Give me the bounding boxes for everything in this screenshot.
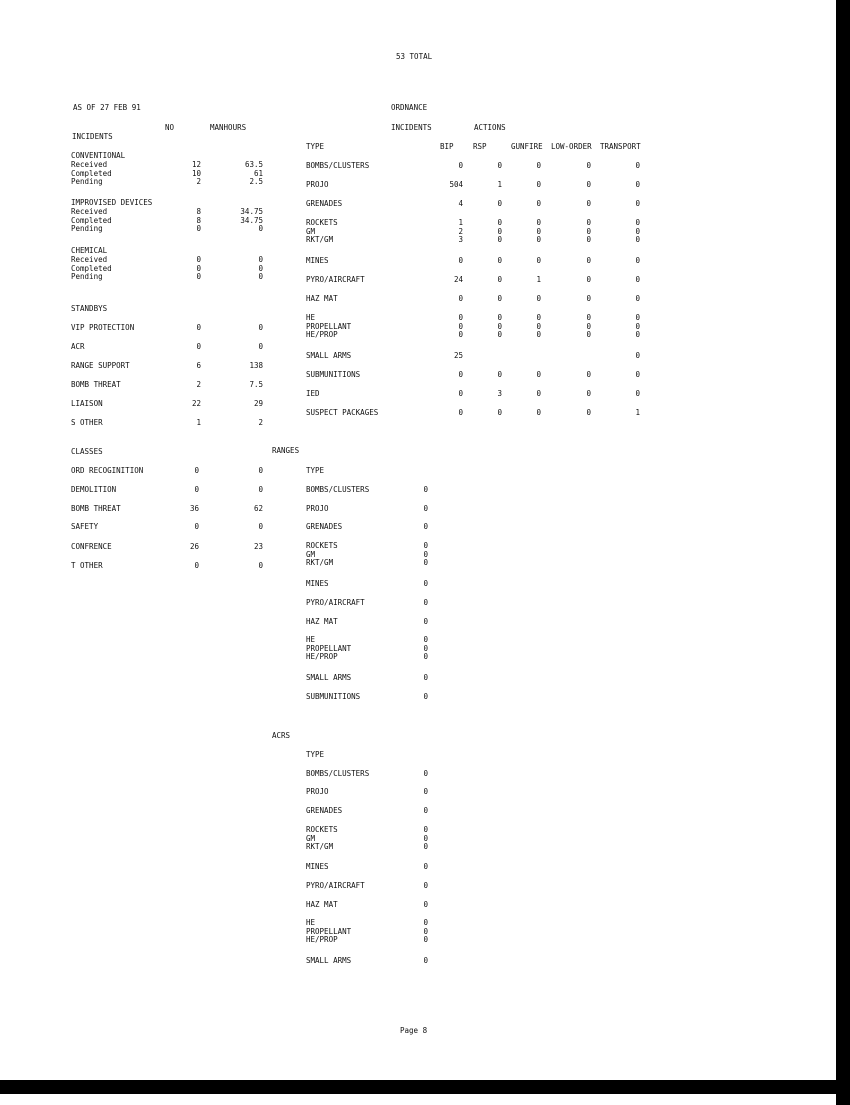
incident-row-label: Pending (71, 272, 103, 282)
ordnance-cell: 0 (586, 408, 591, 417)
ordnance-cell: 0 (497, 370, 502, 379)
acr-row-value: 0 (423, 935, 428, 944)
ordnance-cell: 0 (635, 351, 640, 360)
range-row-value: 0 (423, 541, 428, 550)
incident-row-manhours: 0 (258, 263, 263, 273)
ordnance-cell: 0 (497, 226, 502, 236)
acrs-title: ACRS (272, 731, 291, 740)
ordnance-cell: 0 (635, 218, 640, 227)
ordnance-row-label: MINES (306, 256, 329, 265)
acr-row-value: 0 (423, 900, 428, 909)
ordnance-cell: 0 (497, 199, 502, 208)
acr-row-label: MINES (306, 862, 329, 871)
class-label: ORD RECOGINITION (71, 466, 144, 475)
ordnance-cell: 0 (497, 330, 502, 339)
acr-row-label: PROPELLANT (306, 926, 352, 936)
class-label: BOMB THREAT (71, 504, 121, 513)
ordnance-cell: 1 (497, 180, 502, 189)
acr-row-label: PYRO/AIRCRAFT (306, 881, 365, 890)
class-label: DEMOLITION (71, 485, 117, 494)
standby-label: S OTHER (71, 418, 103, 427)
standby-no: 1 (196, 418, 201, 427)
ordnance-row-label: RKT/GM (306, 235, 334, 244)
range-row-value: 0 (423, 549, 428, 559)
range-row-label: SMALL ARMS (306, 673, 352, 682)
standby-manhours: 138 (249, 361, 263, 370)
acr-row-label: BOMBS/CLUSTERS (306, 769, 370, 778)
acr-row-label: ROCKETS (306, 825, 338, 834)
standby-label: LIAISON (71, 399, 103, 408)
ordnance-cell: 0 (536, 330, 541, 339)
ordnance-cell: 0 (586, 275, 591, 284)
class-no: 0 (194, 485, 199, 494)
ordnance-row-label: HE (306, 313, 316, 322)
class-no: 0 (194, 522, 199, 531)
range-row-label: PROJO (306, 504, 329, 513)
ordnance-cell: 0 (586, 389, 591, 398)
ordnance-cell: 0 (635, 256, 640, 265)
range-row-label: PYRO/AIRCRAFT (306, 598, 365, 607)
incident-row-manhours: 34.75 (240, 215, 263, 225)
scan-border-right (836, 0, 850, 1105)
class-no: 0 (194, 561, 199, 570)
ordnance-cell: 1 (536, 275, 541, 284)
range-row-label: ROCKETS (306, 541, 338, 550)
standby-label: ACR (71, 342, 85, 351)
ordnance-cell: 0 (536, 235, 541, 244)
ordnance-cell: 0 (458, 370, 463, 379)
ordnance-cell: 0 (497, 235, 502, 244)
acr-row-value: 0 (423, 833, 428, 843)
range-row-value: 0 (423, 692, 428, 701)
ordnance-col-bip: BIP (440, 142, 454, 151)
total-label: 53 TOTAL (396, 52, 433, 61)
ordnance-cell: 0 (635, 226, 640, 236)
ordnance-cell: 3 (458, 235, 463, 244)
incident-row-manhours: 0 (258, 272, 263, 282)
ordnance-cell: 0 (458, 408, 463, 417)
standby-label: RANGE SUPPORT (71, 361, 130, 370)
range-row-value: 0 (423, 635, 428, 644)
ordnance-cell: 0 (586, 294, 591, 303)
ordnance-cell: 0 (536, 313, 541, 322)
ordnance-cell: 0 (635, 180, 640, 189)
range-row-label: PROPELLANT (306, 643, 352, 653)
ordnance-cell: 0 (536, 294, 541, 303)
ordnance-cell: 0 (497, 313, 502, 322)
ordnance-cell: 0 (586, 226, 591, 236)
incident-row-no: 0 (196, 263, 201, 273)
incident-row-no: 10 (191, 168, 201, 178)
ordnance-cell: 504 (449, 180, 463, 189)
ordnance-col-rsp: RSP (473, 142, 487, 151)
ordnance-row-label: HE/PROP (306, 330, 338, 339)
ordnance-cell: 0 (497, 161, 502, 170)
ordnance-cell: 0 (586, 161, 591, 170)
incident-row-no: 8 (196, 207, 201, 216)
incident-row-no: 12 (191, 160, 201, 169)
ordnance-title: ORDNANCE (391, 103, 428, 112)
acr-row-label: HE (306, 918, 316, 927)
acr-row-value: 0 (423, 881, 428, 890)
standby-no: 2 (196, 380, 201, 389)
acr-row-value: 0 (423, 842, 428, 851)
incident-row-label: Received (71, 255, 108, 264)
class-manhours: 0 (258, 522, 263, 531)
range-row-value: 0 (423, 522, 428, 531)
ordnance-cell: 0 (536, 199, 541, 208)
acr-row-value: 0 (423, 806, 428, 815)
ordnance-cell: 0 (536, 256, 541, 265)
incident-row-no: 8 (196, 215, 201, 225)
incident-row-manhours: 2.5 (249, 177, 263, 187)
incident-row-manhours: 61 (253, 168, 263, 178)
ordnance-cell: 0 (497, 321, 502, 331)
class-no: 26 (189, 542, 199, 551)
incident-row-label: Completed (71, 168, 112, 178)
standbys-title: STANDBYS (71, 304, 108, 313)
acr-row-value: 0 (423, 956, 428, 965)
acr-row-label: HAZ MAT (306, 900, 338, 909)
ordnance-cell: 0 (635, 370, 640, 379)
page-number: Page 8 (400, 1026, 428, 1035)
acr-row-label: GM (306, 833, 316, 843)
ordnance-cell: 0 (458, 321, 463, 331)
ordnance-cell: 0 (536, 218, 541, 227)
acr-row-value: 0 (423, 787, 428, 796)
incident-row-no: 0 (196, 255, 201, 264)
ordnance-row-label: SMALL ARMS (306, 351, 352, 360)
ordnance-cell: 0 (536, 226, 541, 236)
ordnance-actions-label: ACTIONS (474, 123, 506, 132)
ordnance-cell: 0 (536, 321, 541, 331)
standby-no: 0 (196, 323, 201, 332)
standby-manhours: 29 (253, 399, 263, 408)
range-row-value: 0 (423, 617, 428, 626)
class-no: 0 (194, 466, 199, 475)
incident-row-label: Pending (71, 224, 103, 234)
ordnance-cell: 0 (635, 161, 640, 170)
ordnance-cell: 0 (497, 294, 502, 303)
ordnance-incidents-label: INCIDENTS (391, 123, 432, 132)
ordnance-cell: 2 (458, 226, 463, 236)
incident-row-manhours: 63.5 (244, 160, 263, 169)
class-manhours: 23 (253, 542, 263, 551)
ordnance-row-label: GRENADES (306, 199, 343, 208)
classes-title: CLASSES (71, 447, 103, 456)
ordnance-row-label: SUBMUNITIONS (306, 370, 361, 379)
ordnance-cell: 0 (635, 389, 640, 398)
ordnance-cell: 0 (635, 294, 640, 303)
ordnance-cell: 0 (536, 370, 541, 379)
ordnance-cell: 25 (453, 351, 463, 360)
range-row-label: BOMBS/CLUSTERS (306, 485, 370, 494)
standby-label: VIP PROTECTION (71, 323, 135, 332)
ordnance-cell: 0 (536, 180, 541, 189)
acr-row-label: HE/PROP (306, 935, 338, 944)
class-manhours: 62 (253, 504, 263, 513)
ordnance-cell: 0 (586, 256, 591, 265)
ordnance-cell: 1 (635, 408, 640, 417)
col-no-header: NO (165, 123, 175, 132)
range-row-value: 0 (423, 652, 428, 661)
ordnance-row-label: PYRO/AIRCRAFT (306, 275, 365, 284)
standby-manhours: 2 (258, 418, 263, 427)
incident-group-title: IMPROVISED DEVICES (71, 198, 153, 207)
ordnance-cell: 0 (586, 218, 591, 227)
ordnance-cell: 0 (458, 161, 463, 170)
acr-row-value: 0 (423, 918, 428, 927)
incident-row-manhours: 0 (258, 224, 263, 234)
ordnance-cell: 0 (497, 256, 502, 265)
acr-row-label: SMALL ARMS (306, 956, 352, 965)
ordnance-cell: 0 (458, 294, 463, 303)
range-row-value: 0 (423, 558, 428, 567)
ordnance-row-label: SUSPECT PACKAGES (306, 408, 379, 417)
class-label: T OTHER (71, 561, 103, 570)
acr-row-value: 0 (423, 862, 428, 871)
range-row-label: SUBMUNITIONS (306, 692, 361, 701)
standby-manhours: 7.5 (249, 380, 263, 389)
incident-row-label: Received (71, 160, 108, 169)
col-manhours-header: MANHOURS (210, 123, 247, 132)
ordnance-type-label: TYPE (306, 142, 325, 151)
ordnance-cell: 0 (458, 313, 463, 322)
acr-row-value: 0 (423, 769, 428, 778)
ordnance-cell: 0 (635, 199, 640, 208)
range-row-label: MINES (306, 579, 329, 588)
standby-no: 6 (196, 361, 201, 370)
ordnance-cell: 0 (635, 330, 640, 339)
acr-row-label: RKT/GM (306, 842, 334, 851)
ordnance-cell: 0 (635, 235, 640, 244)
class-no: 36 (189, 504, 199, 513)
ordnance-row-label: ROCKETS (306, 218, 338, 227)
incident-row-manhours: 34.75 (240, 207, 263, 216)
range-row-label: HE/PROP (306, 652, 338, 661)
ordnance-cell: 0 (586, 199, 591, 208)
ranges-title: RANGES (272, 446, 300, 455)
range-row-value: 0 (423, 598, 428, 607)
ordnance-cell: 0 (497, 275, 502, 284)
incident-row-label: Completed (71, 215, 112, 225)
ordnance-cell: 24 (453, 275, 463, 284)
range-row-label: HE (306, 635, 316, 644)
standby-manhours: 0 (258, 323, 263, 332)
ordnance-cell: 0 (536, 389, 541, 398)
ordnance-cell: 0 (536, 161, 541, 170)
ordnance-cell: 0 (635, 275, 640, 284)
class-manhours: 0 (258, 561, 263, 570)
ordnance-cell: 0 (458, 256, 463, 265)
range-row-value: 0 (423, 579, 428, 588)
ordnance-col-transport: TRANSPORT (600, 142, 641, 151)
class-manhours: 0 (258, 466, 263, 475)
ordnance-cell: 0 (635, 321, 640, 331)
incident-row-no: 0 (196, 272, 201, 282)
incident-row-no: 0 (196, 224, 201, 234)
ordnance-cell: 3 (497, 389, 502, 398)
class-label: CONFRENCE (71, 542, 112, 551)
range-row-value: 0 (423, 643, 428, 653)
range-row-value: 0 (423, 504, 428, 513)
ordnance-cell: 0 (586, 370, 591, 379)
range-row-value: 0 (423, 673, 428, 682)
acr-row-label: PROJO (306, 787, 329, 796)
incident-row-label: Pending (71, 177, 103, 187)
range-row-label: GM (306, 549, 316, 559)
ordnance-cell: 0 (497, 408, 502, 417)
ordnance-cell: 0 (586, 313, 591, 322)
ordnance-cell: 0 (635, 313, 640, 322)
ordnance-col-gunfire: GUNFIRE (511, 142, 543, 151)
ranges-type-label: TYPE (306, 466, 325, 475)
standby-label: BOMB THREAT (71, 380, 121, 389)
incident-group-title: CHEMICAL (71, 246, 108, 255)
standby-no: 22 (191, 399, 201, 408)
range-row-value: 0 (423, 485, 428, 494)
ordnance-cell: 0 (586, 235, 591, 244)
incident-group-title: CONVENTIONAL (71, 151, 126, 160)
ordnance-cell: 0 (586, 330, 591, 339)
incident-row-manhours: 0 (258, 255, 263, 264)
ordnance-row-label: IED (306, 389, 320, 398)
ordnance-cell: 0 (458, 389, 463, 398)
ordnance-cell: 0 (458, 330, 463, 339)
incidents-title: INCIDENTS (72, 132, 113, 141)
ordnance-row-label: PROPELLANT (306, 321, 352, 331)
ordnance-cell: 0 (586, 180, 591, 189)
class-manhours: 0 (258, 485, 263, 494)
ordnance-cell: 0 (586, 321, 591, 331)
range-row-label: RKT/GM (306, 558, 334, 567)
scan-border-bottom (0, 1080, 850, 1094)
acrs-type-label: TYPE (306, 750, 325, 759)
standby-no: 0 (196, 342, 201, 351)
class-label: SAFETY (71, 522, 99, 531)
ordnance-col-low-order: LOW-ORDER (551, 142, 592, 151)
as-of-date: AS OF 27 FEB 91 (73, 103, 141, 112)
ordnance-row-label: BOMBS/CLUSTERS (306, 161, 370, 170)
standby-manhours: 0 (258, 342, 263, 351)
ordnance-row-label: PROJO (306, 180, 329, 189)
range-row-label: GRENADES (306, 522, 343, 531)
acr-row-label: GRENADES (306, 806, 343, 815)
range-row-label: HAZ MAT (306, 617, 338, 626)
incident-row-label: Completed (71, 263, 112, 273)
incident-row-label: Received (71, 207, 108, 216)
ordnance-cell: 1 (458, 218, 463, 227)
ordnance-cell: 0 (497, 218, 502, 227)
ordnance-cell: 4 (458, 199, 463, 208)
ordnance-row-label: GM (306, 226, 316, 236)
ordnance-cell: 0 (536, 408, 541, 417)
incident-row-no: 2 (196, 177, 201, 187)
acr-row-value: 0 (423, 825, 428, 834)
acr-row-value: 0 (423, 926, 428, 936)
ordnance-row-label: HAZ MAT (306, 294, 338, 303)
